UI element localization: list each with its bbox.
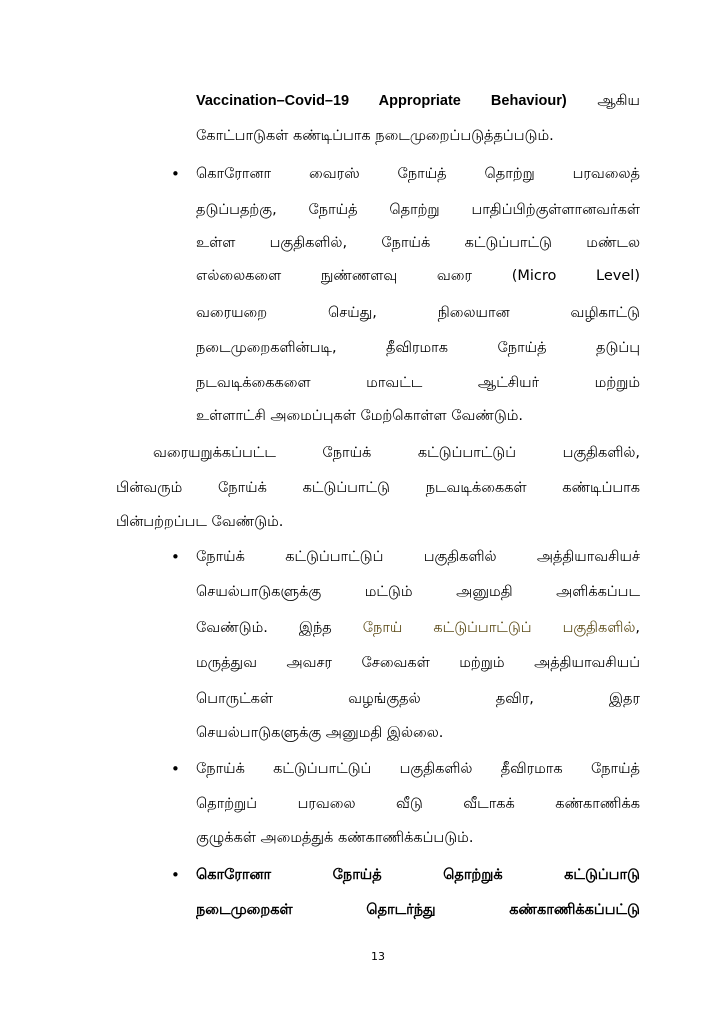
text-line: செயல்பாடுகளுக்கு அனுமதி இல்லை. [196, 725, 444, 741]
text-line: பின்பற்றப்பட வேண்டும். [116, 514, 284, 530]
text-line: நோய்க் கட்டுப்பாட்டுப் பகுதிகளில் தீவிரமாக நோய்த் [196, 761, 640, 777]
english-phrase: Vaccination–Covid–19 Appropriate Behaviour) [196, 93, 567, 109]
text-line: பொருட்கள் வழங்குதல் தவிர, இதர [196, 691, 640, 707]
text-line: பின்வரும் நோய்க் கட்டுப்பாட்டு நடவடிக்கைகள் கண்டிப்பாக [116, 480, 640, 496]
text-line: நடவடிக்கைகளை மாவட்ட ஆட்சியர் மற்றும் [196, 375, 640, 391]
bullet-icon: • [171, 165, 180, 183]
text-segment: , [635, 620, 640, 636]
text-line: தொற்றுப் பரவலை வீடு வீடாகக் கண்காணிக்க [196, 796, 640, 812]
highlighted-phrase: நோய் கட்டுப்பாட்டுப் பகுதிகளில் [362, 620, 636, 636]
text-line: உள்ளாட்சி அமைப்புகள் மேற்கொள்ள வேண்டும். [196, 408, 524, 424]
text-line: நடைமுறைகளின்படி, தீவிரமாக நோய்த் தடுப்பு [196, 340, 640, 356]
text-line: தடுப்பதற்கு, நோய்த் தொற்று பாதிப்பிற்குள்ளானவர்கள் [196, 202, 640, 218]
text-line [196, 617, 640, 639]
text-line: நடைமுறைகள் தொடர்ந்து கண்காணிக்கப்பட்டு [196, 902, 640, 918]
text-line: உள்ள பகுதிகளில், நோய்க் கட்டுப்பாட்டு மண்டல [196, 235, 640, 251]
bullet-icon: • [171, 866, 180, 884]
text-segment: ஆகிய [597, 93, 640, 109]
bullet-icon: • [171, 548, 180, 566]
text-line: செயல்பாடுகளுக்கு மட்டும் அனுமதி அளிக்கப்பட [196, 584, 640, 600]
text-line: கோட்பாடுகள் கண்டிப்பாக நடைமுறைப்படுத்தப்படும். [196, 128, 554, 144]
text-line [196, 90, 640, 112]
text-line: நோய்க் கட்டுப்பாட்டுப் பகுதிகளில் அத்தியாவசியச் [196, 549, 640, 565]
bullet-icon: • [171, 760, 180, 778]
text-line: கொரோனா வைரஸ் நோய்த் தொற்று பரவலைத் [196, 166, 640, 182]
text-segment: வேண்டும். இந்த [196, 620, 332, 636]
paragraph-first-line: வரையறுக்கப்பட்ட நோய்க் கட்டுப்பாட்டுப் பகுதிகளில், [153, 445, 640, 461]
text-line: குழுக்கள் அமைத்துக் கண்காணிக்கப்படும். [196, 830, 474, 846]
text-line: கொரோனா நோய்த் தொற்றுக் கட்டுப்பாடு [196, 867, 640, 883]
text-line: எல்லைகளை நுண்ணளவு வரை (Micro Level) [196, 268, 640, 284]
page-number: 13 [371, 950, 385, 963]
text-line: மருத்துவ அவசர சேவைகள் மற்றும் அத்தியாவசியப் [196, 655, 640, 671]
text-line: வரையறை செய்து, நிலையான வழிகாட்டு [196, 305, 640, 321]
